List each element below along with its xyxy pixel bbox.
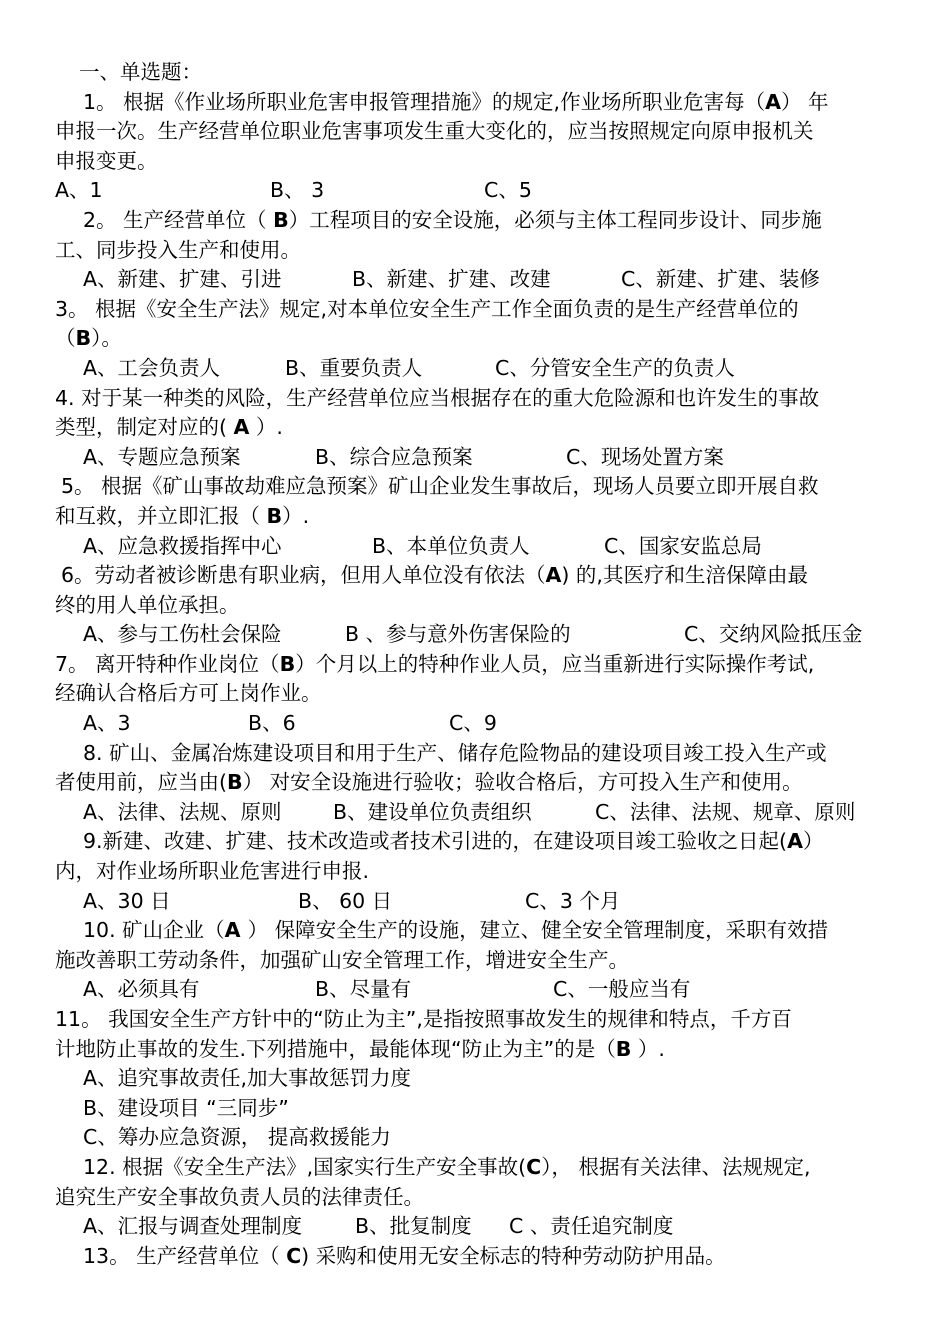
question-1-text: 1。 根据《作业场所职业危害申报管理措施》的规定,作业场所职业危害每（	[83, 89, 766, 114]
question-9-line-2: 内，对作业场所职业危害进行申报.	[55, 859, 370, 884]
option-b: B 、参与意外伤害保险的	[345, 622, 571, 647]
question-4-line-2: 类型，制定对应的( A ）.	[55, 415, 283, 440]
option-b: B、 60 日	[298, 888, 393, 913]
question-9-options	[0, 887, 950, 917]
question-10-line-2: 施改善职工劳动条件，加强矿山安全管理工作，增进安全生产。	[55, 947, 629, 972]
question-6-answer: A	[545, 563, 562, 588]
option-a: A、必须具有	[83, 977, 200, 1002]
option-c: C、现场处置方案	[566, 444, 724, 469]
question-3-answer: B	[75, 326, 92, 351]
question-4-text: 4. 对于某一种类的风险，生产经营单位应当根据存在的重大危险源和也许发生的事故	[55, 385, 820, 410]
option-a: A、1	[55, 178, 103, 203]
option-b: B、6	[248, 711, 296, 736]
question-11-option-b	[0, 1094, 950, 1124]
option-c: C、国家安监总局	[604, 533, 762, 558]
option-a: A、参与工伤杜会保险	[83, 622, 282, 647]
section-title: 一、单选题：	[79, 60, 202, 84]
question-10-options	[0, 975, 950, 1005]
question-3-line-2: （B）。	[55, 326, 122, 351]
question-8-line-1	[0, 739, 950, 769]
option-c: C、新建、扩建、装修	[621, 267, 820, 292]
question-9-text: 9.新建、改建、扩建、技术改造或者技术引进的，在建设项目竣工验收之日起(	[83, 829, 788, 854]
option-b: B、批复制度	[355, 1214, 472, 1239]
option-c: C、5	[484, 178, 532, 203]
option-c: C、法律、法规、规章、原则	[595, 799, 856, 824]
question-10-line-1: 10. 矿山企业（A ） 保障安全生产的设施，建立、健全安全管理制度，采职有效措	[83, 918, 829, 943]
option-a: A、应急救援指挥中心	[83, 533, 282, 558]
option-b: B、 3	[270, 178, 325, 203]
question-13-text: 13。 生产经营单位（	[83, 1243, 287, 1268]
question-10-answer: A	[224, 918, 248, 943]
option-a: A、汇报与调查处理制度	[83, 1214, 303, 1239]
question-8-answer: B	[227, 770, 243, 795]
option-b: B、综合应急预案	[315, 444, 473, 469]
option-b: B、新建、扩建、改建	[352, 267, 551, 292]
question-12-text: 12. 根据《安全生产法》,国家实行生产安全事故(	[83, 1154, 527, 1179]
question-11-option-a	[0, 1064, 950, 1094]
option-c: C、分管安全生产的负责人	[495, 355, 735, 380]
question-9-line-1: 9.新建、改建、扩建、技术改造或者技术引进的，在建设项目竣工验收之日起(A）	[83, 829, 824, 854]
section-heading	[0, 58, 950, 88]
option-c: C、9	[449, 711, 497, 736]
question-12-line-2: 追究生产安全事故负责人员的法律责任。	[55, 1184, 424, 1209]
question-11-text: 11。 我国安全生产方针中的“防止为主”,是指按照事故发生的规律和特点，千方百	[55, 1007, 792, 1031]
question-11-option-c	[0, 1123, 950, 1153]
option-a: A、3	[83, 711, 131, 736]
question-5-text: 5。 根据《矿山事故劫难应急预案》矿山企业发生事故后，现场人员要立即开展自救	[61, 474, 819, 499]
question-13-line-1: 13。 生产经营单位（ C) 采购和使用无安全标志的特种劳动防护用品。	[83, 1243, 726, 1268]
question-4-options	[0, 443, 950, 473]
question-7-answer: B	[279, 651, 296, 676]
question-12-line-1: 12. 根据《安全生产法》,国家实行生产安全事故(C）， 根据有关法律、法规规定,	[83, 1154, 811, 1179]
question-12-answer: C	[526, 1154, 542, 1179]
question-2-line-1: 2。 生产经营单位（ B）工程项目的安全设施，必须与主体工程同步设计、同步施	[83, 207, 822, 232]
question-6-text: 6。劳动者被诊断患有职业病，但用人单位没有依法（	[61, 563, 546, 588]
question-13-answer: C	[286, 1243, 302, 1268]
option-a: A、新建、扩建、引进	[83, 267, 282, 292]
option-a: A、30 日	[83, 888, 171, 913]
question-7-options	[0, 709, 950, 739]
option-c: C、3 个月	[525, 888, 621, 913]
option-b: B、建设项目 “三同步”	[83, 1095, 289, 1120]
question-3-text: 3。 根据《安全生产法》规定,对本单位安全生产工作全面负责的是生产经营单位的	[55, 296, 799, 321]
question-11-answer: B	[615, 1036, 632, 1061]
question-8-text: 8. 矿山、金属冶炼建设项目和用于生产、储存危险物品的建设项目竣工投入生产或	[83, 740, 827, 765]
question-2-line-2: 工、同步投入生产和使用。	[55, 237, 301, 262]
question-8-options	[0, 798, 950, 828]
question-7-line-2: 经确认合格后方可上岗作业。	[55, 681, 322, 706]
option-b: B、本单位负责人	[372, 533, 530, 558]
question-1-options	[0, 176, 950, 206]
question-3-line-1	[0, 295, 950, 325]
option-b: B、建设单位负责组织	[333, 799, 532, 824]
question-6-options	[0, 620, 950, 650]
option-c: C 、责任追究制度	[509, 1214, 674, 1239]
question-7-text: 7。 离开特种作业岗位（	[55, 651, 280, 676]
question-4-line-1	[0, 384, 950, 414]
question-11-line-1	[0, 1005, 950, 1035]
question-8-line-2: 者使用前，应当由(B） 对安全设施进行验收；验收合格后，方可投入生产和使用。	[55, 770, 803, 795]
option-a: A、法律、法规、原则	[83, 799, 282, 824]
option-b: B、重要负责人	[285, 355, 423, 380]
question-10-text: 10. 矿山企业（	[83, 918, 225, 943]
question-5-line-1	[0, 472, 950, 502]
question-2-answer: B	[273, 207, 289, 232]
option-c: C、筹办应急资源， 提高救援能力	[83, 1125, 391, 1150]
option-b: B、尽量有	[315, 977, 412, 1002]
question-5-line-2: 和互救，并立即汇报（ B）.	[55, 503, 310, 528]
question-1-line-3: 申报变更。	[55, 148, 158, 173]
question-3-options	[0, 354, 950, 384]
question-1-line-2: 申报一次。生产经营单位职业危害事项发生重大变化的，应当按照规定向原申报机关	[55, 119, 814, 144]
question-7-line-1: 7。 离开特种作业岗位（B）个月以上的特种作业人员，应当重新进行实际操作考试,	[55, 651, 815, 676]
question-2-text: 2。 生产经营单位（	[83, 207, 274, 232]
question-6-line-1: 6。劳动者被诊断患有职业病，但用人单位没有依法（A) 的,其医疗和生涪保障由最	[61, 563, 808, 588]
question-12-options	[0, 1212, 950, 1242]
question-11-line-2: 计地防止事故的发生.下列措施中，最能体现“防止为主”的是（B ）.	[55, 1036, 665, 1061]
document-page	[0, 58, 950, 1271]
question-9-answer: A	[787, 829, 803, 854]
question-1-answer: A	[765, 89, 781, 114]
option-c: C、一般应当有	[553, 977, 691, 1002]
option-c: C、交纳风险抵压金	[684, 622, 863, 647]
option-a: A、工会负责人	[83, 355, 221, 380]
question-1-line-1: 1。 根据《作业场所职业危害申报管理措施》的规定,作业场所职业危害每（A） 年	[83, 89, 829, 114]
question-4-answer: A	[233, 415, 250, 440]
question-6-line-2: 终的用人单位承担。	[55, 592, 240, 617]
question-5-answer: B	[266, 503, 283, 528]
question-5-options	[0, 532, 950, 562]
question-2-options	[0, 265, 950, 295]
option-a: A、追究事故责任,加大事故惩罚力度	[83, 1066, 412, 1091]
option-a: A、专题应急预案	[83, 444, 241, 469]
